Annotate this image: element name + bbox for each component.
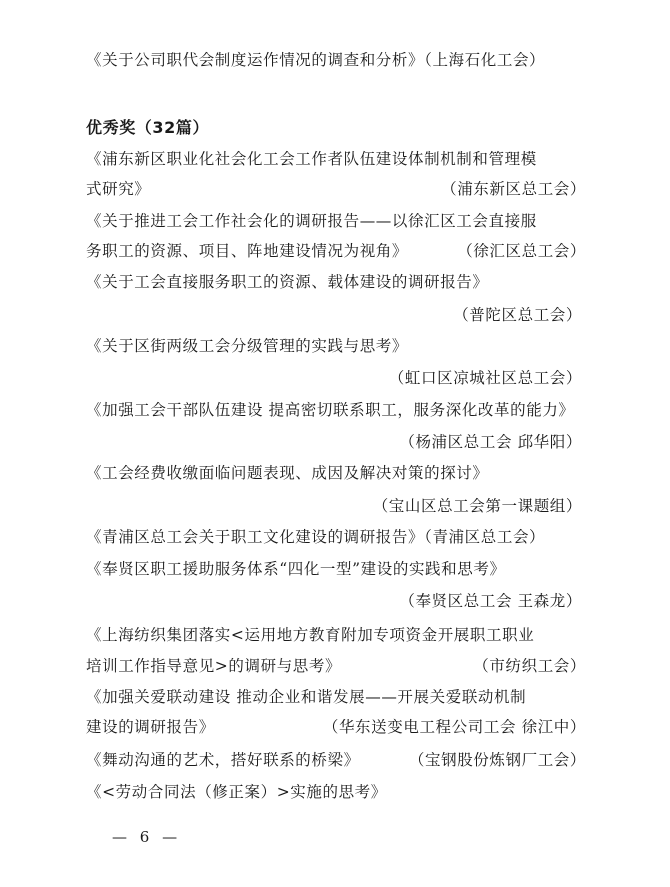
- entry-line: 《加强关爱联动建设 推动企业和谐发展——开展关爱联动机制: [86, 688, 527, 706]
- entry-org: （浦东新区总工会）: [441, 180, 586, 198]
- entry-org: （徐汇区总工会）: [457, 242, 586, 260]
- entry-line: 《关于推进工会工作社会化的调研报告——以徐汇区工会直接服: [86, 212, 537, 230]
- entry-org: （虹口区凉城社区总工会）: [388, 369, 582, 387]
- entry-line: [86, 179, 586, 199]
- entry-org: （市纺织工会）: [473, 657, 586, 675]
- entry-org: （宝山区总工会第一课题组）: [372, 497, 582, 515]
- entry-line: [86, 717, 586, 737]
- entry-line: [86, 241, 586, 261]
- page-number: — 6 —: [112, 828, 182, 846]
- entry-title-cont: 建设的调研报告》: [86, 718, 215, 736]
- entry-line: 《关于工会直接服务职工的资源、载体建设的调研报告》: [86, 273, 489, 291]
- entry-line: 《浦东新区职业化社会化工会工作者队伍建设体制机制和管理模: [86, 150, 537, 168]
- entry-title-cont: 式研究》: [86, 180, 151, 198]
- entry-line: 《<劳动合同法（修正案）>实施的思考》: [86, 783, 387, 801]
- entry-title-cont: 培训工作指导意见>的调研与思考》: [86, 657, 342, 675]
- entry-line: 《青浦区总工会关于职工文化建设的调研报告》（青浦区总工会）: [86, 528, 546, 546]
- entry-org: （奉贤区总工会 王森龙）: [399, 592, 582, 610]
- entry-line: 《奉贤区职工援助服务体系“四化一型”建设的实践和思考》: [86, 560, 506, 578]
- entry-org: （宝钢股份炼钢厂工会）: [408, 751, 586, 769]
- entry-title-cont: 务职工的资源、项目、阵地建设情况为视角》: [86, 242, 409, 260]
- entry-org: （杨浦区总工会 邱华阳）: [399, 433, 582, 451]
- entry-line: 《上海纺织集团落实<运用地方教育附加专项资金开展职工职业: [86, 626, 535, 644]
- entry-line: 《关于区街两级工会分级管理的实践与思考》: [86, 337, 409, 355]
- entry-line: [86, 656, 586, 676]
- entry-line: 《工会经费收缴面临问题表现、成因及解决对策的探讨》: [86, 464, 489, 482]
- entry-line: [86, 750, 586, 770]
- section-title: 优秀奖（32篇）: [86, 118, 210, 137]
- entry-org: （华东送变电工程公司工会 徐江中）: [322, 718, 586, 736]
- entry-org: （普陀区总工会）: [453, 306, 582, 324]
- entry-title: 《舞动沟通的艺术，搭好联系的桥梁》: [86, 751, 360, 769]
- entry-line: 《加强工会干部队伍建设 提高密切联系职工，服务深化改革的能力》: [86, 401, 575, 419]
- entry-top: 《关于公司职代会制度运作情况的调查和分析》（上海石化工会）: [86, 51, 546, 69]
